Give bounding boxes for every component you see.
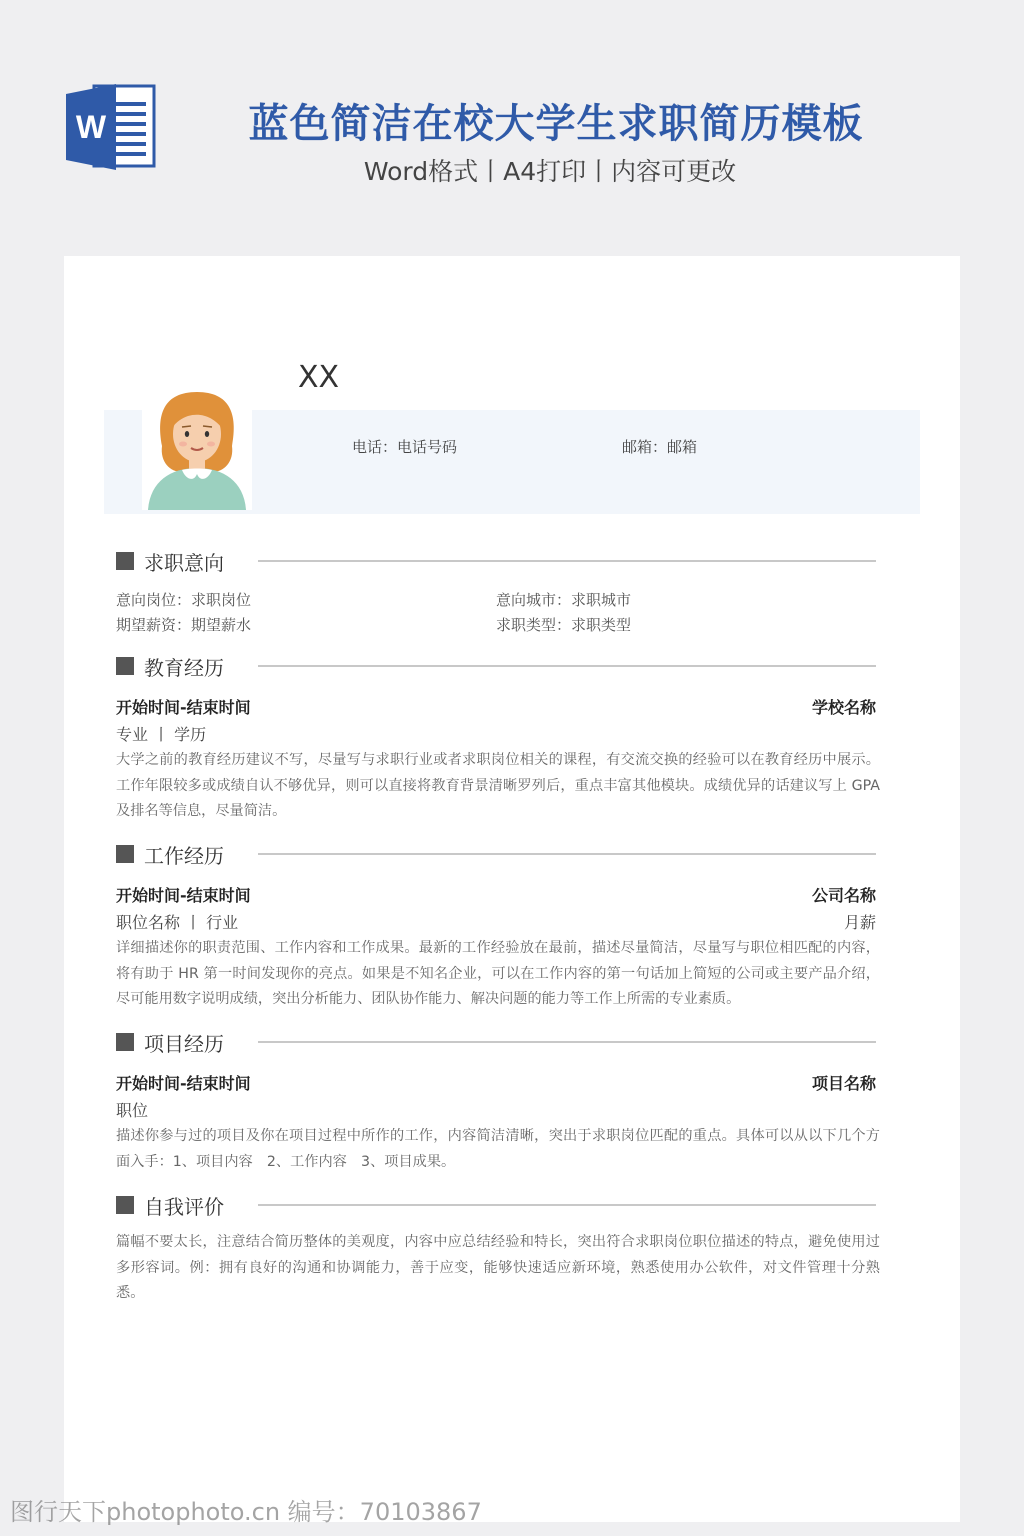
work-period: 开始时间-结束时间	[116, 886, 251, 905]
section-title: 教育经历	[144, 655, 224, 680]
section-title: 项目经历	[144, 1031, 224, 1056]
section-marker-icon	[116, 1196, 134, 1214]
section-marker-icon	[116, 657, 134, 675]
section-title: 自我评价	[144, 1194, 224, 1219]
section-intent-header	[116, 546, 876, 576]
female-avatar-icon	[142, 354, 252, 510]
section-divider	[258, 1041, 876, 1043]
svg-text:W: W	[75, 109, 107, 145]
banner-subtitle: Word格式丨A4打印丨内容可更改	[363, 157, 737, 186]
education-description: 大学之前的教育经历建议不写，尽量写与求职行业或者求职岗位相关的课程，有交流交换的经验可以在教育经历中展示。工作年限较多或成绩自认不够优异，则可以直接将教育背景清晰罗列后，重点丰富其他模块。成绩优异的话建议写上 GPA 及排名等信息，尽量简洁。	[116, 752, 880, 819]
email-field: 邮箱：邮箱	[622, 438, 698, 456]
section-education-header	[116, 651, 876, 681]
banner-title: 蓝色简洁在校大学生求职简历模板	[248, 101, 864, 147]
avatar	[142, 354, 252, 510]
intent-position: 意向岗位：求职岗位	[116, 591, 252, 609]
watermark: 图行天下photophoto.cn 编号：70103867	[10, 1498, 482, 1526]
section-marker-icon	[116, 552, 134, 570]
work-company: 公司名称	[811, 886, 876, 905]
section-marker-icon	[116, 845, 134, 863]
word-document-icon	[64, 80, 156, 172]
intent-type: 求职类型：求职类型	[496, 616, 632, 634]
education-school: 学校名称	[811, 698, 876, 717]
project-description: 描述你参与过的项目及你在项目过程中所作的工作，内容简洁清晰，突出于求职岗位匹配的重点。具体可以从以下几个方面入手：1、项目内容 2、工作内容 3、项目成果。	[116, 1128, 880, 1170]
self-evaluation-description: 篇幅不要太长，注意结合简历整体的美观度，内容中应总结经验和特长，突出符合求职岗位职位描述的特点，避免使用过多形容词。例：拥有良好的沟通和协调能力，善于应变，能够快速适应新环境，熟悉使用办公软件，对文件管理十分熟悉。	[116, 1234, 880, 1301]
section-divider	[258, 1204, 876, 1206]
work-description: 详细描述你的职责范围、工作内容和工作成果。最新的工作经验放在最前，描述尽量简洁，尽量写与职位相匹配的内容，将有助于 HR 第一时间发现你的亮点。如果是不知名企业，可以在工作内容的第一句话加上简短的公司或主要产品介绍，尽可能用数字说明成绩，突出分析能力、团队协作能力、解决问题的能力等工作上所需的专业素质。	[116, 940, 880, 1007]
intent-city: 意向城市：求职城市	[496, 591, 632, 609]
resume-page	[64, 256, 960, 1522]
banner	[0, 0, 1024, 230]
project-role: 职位	[116, 1101, 149, 1120]
section-work-header	[116, 839, 876, 869]
project-name: 项目名称	[811, 1074, 876, 1093]
education-major: 专业 丨 学历	[116, 725, 207, 744]
work-role: 职位名称 丨 行业	[116, 913, 239, 932]
section-divider	[258, 665, 876, 667]
section-self-header	[116, 1190, 876, 1220]
intent-salary: 期望薪资：期望薪水	[116, 616, 252, 634]
candidate-name: XX	[298, 360, 340, 395]
phone-field: 电话：电话号码	[352, 438, 458, 456]
project-period: 开始时间-结束时间	[116, 1074, 251, 1093]
section-marker-icon	[116, 1033, 134, 1051]
education-period: 开始时间-结束时间	[116, 698, 251, 717]
work-salary: 月薪	[843, 913, 876, 932]
section-project-header	[116, 1027, 876, 1057]
section-divider	[258, 853, 876, 855]
section-title: 求职意向	[144, 550, 224, 575]
section-divider	[258, 560, 876, 562]
section-title: 工作经历	[144, 843, 224, 868]
